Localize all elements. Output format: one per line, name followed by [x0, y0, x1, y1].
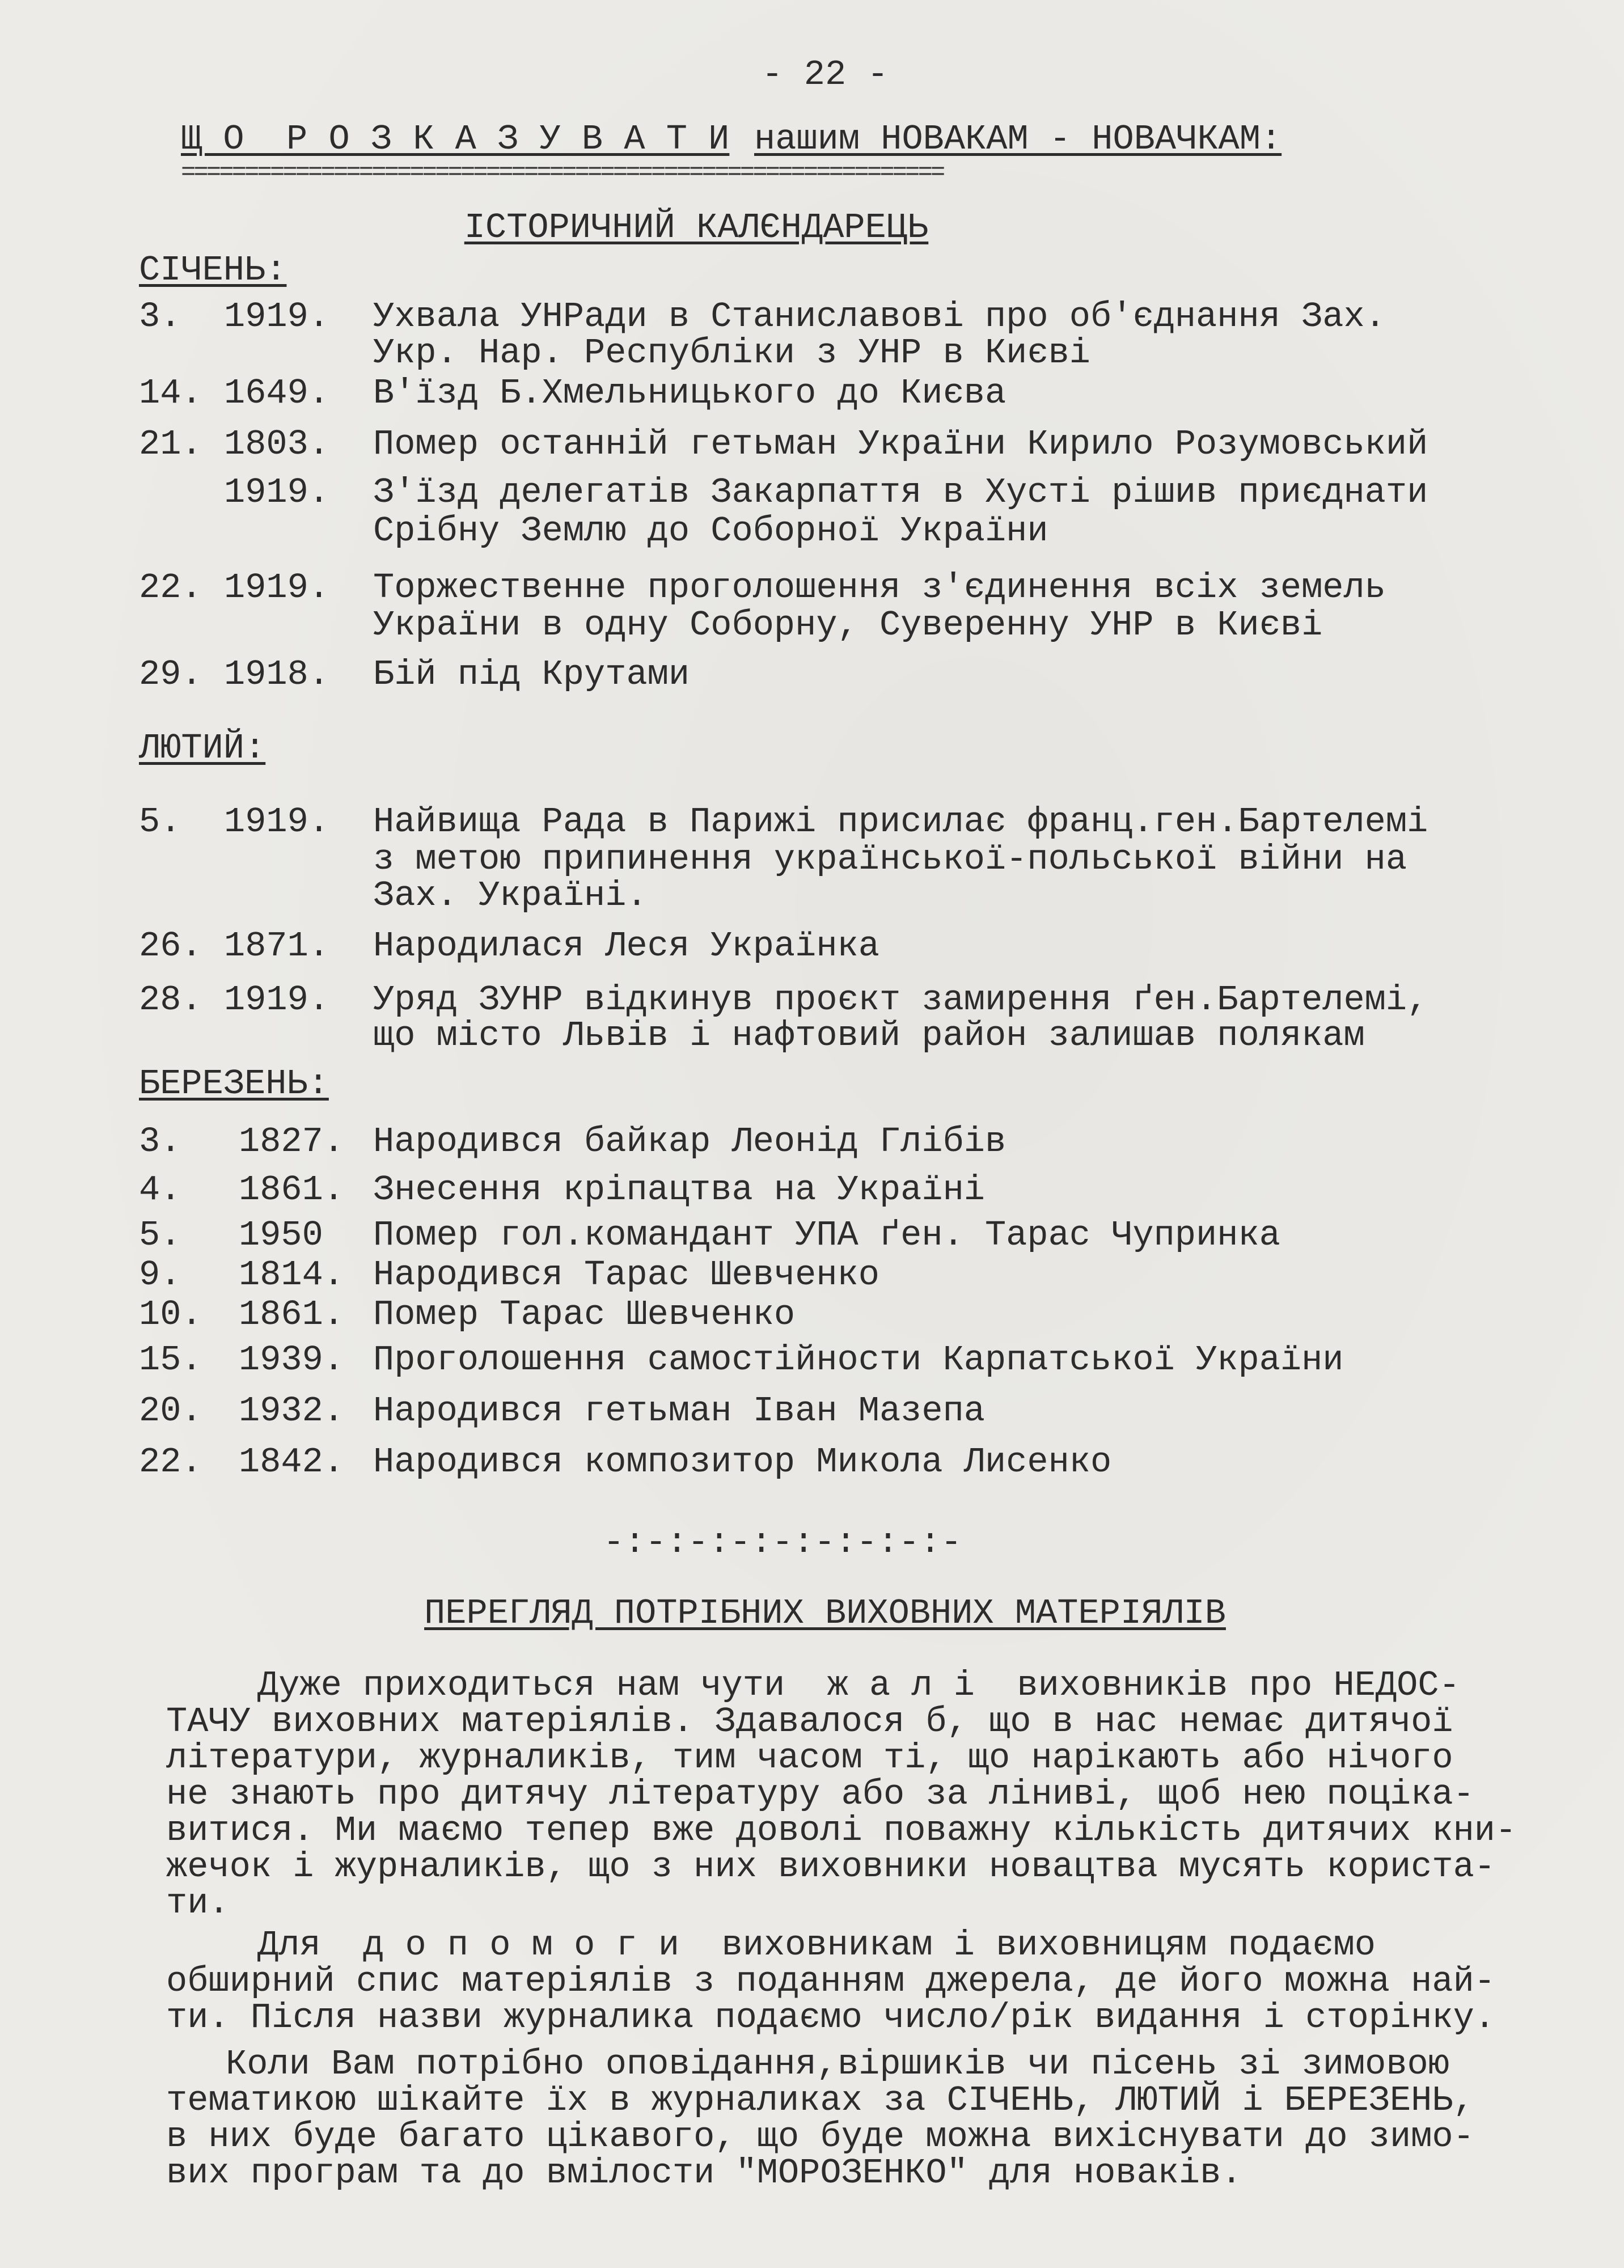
entry-year: 1842. [239, 1442, 345, 1482]
paragraph-line: в них буде багато цікавого, що буде можна вихіснувати до зимо- [166, 2117, 1474, 2157]
entry-text: Народився байкар Леонід Глібів [373, 1122, 1006, 1162]
entry-day: 22. [139, 1442, 202, 1482]
entry-text: Народився композитор Микола Лисенко [373, 1442, 1112, 1482]
title-spaced: Щ О Р О З К А З У В А Т И [181, 119, 730, 159]
entry-text: Помер Тарас Шевченко [373, 1294, 796, 1335]
entry-day: 15. [139, 1340, 202, 1380]
month-heading: СІЧЕНЬ: [139, 250, 287, 290]
materials-heading: ПЕРЕГЛЯД ПОТРІБНИХ ВИХОВНИХ МАТЕРІЯЛІВ [424, 1593, 1226, 1634]
entry-day: 3. [139, 1122, 181, 1162]
entry-day: 28. [139, 980, 202, 1020]
entry-text: Помер останній гетьман України Кирило Розумовський [373, 424, 1428, 464]
entry-year: 1861. [239, 1170, 345, 1210]
entry-year: 1919. [224, 980, 330, 1020]
entry-year: 1919. [224, 297, 330, 337]
month-heading: ЛЮТИЙ: [139, 728, 266, 768]
entry-text: Найвища Рада в Парижі присилає франц.ген.Бартелемі [373, 802, 1428, 842]
month-heading: БЕРЕЗЕНЬ: [139, 1064, 329, 1104]
title-double-rule: ============================================================ [181, 159, 944, 187]
paragraph-line: тематикою шікайте їх в журналиках за СІЧЕНЬ, ЛЮТИЙ і БЕРЕЗЕНЬ, [166, 2080, 1474, 2121]
entry-year: 1861. [239, 1294, 345, 1335]
entry-text: Проголошення самостійности Карпатської України [373, 1340, 1344, 1380]
entry-text: Народилася Леся Українка [373, 926, 879, 966]
entry-year: 1918. [224, 654, 330, 695]
entry-text: Ухвала УНРади в Станиславові про об'єднання Зах. [373, 297, 1386, 337]
entry-day: 14. [139, 373, 202, 413]
paragraph-line: ти. Після назви журналика подаємо число/рік видання і сторінку. [166, 1998, 1495, 2038]
entry-text: В'їзд Б.Хмельницького до Києва [373, 373, 1006, 413]
paragraph-line: не знають про дитячу літературу або за ліниві, щоб нею поціка- [166, 1774, 1474, 1814]
entry-text: Народився Тарас Шевченко [373, 1255, 879, 1295]
entry-year: 1919. [224, 472, 330, 513]
paragraph-line: Для д о п о м о г и виховникам і виховницям подаємо [257, 1925, 1376, 1965]
entry-day: 9. [139, 1255, 181, 1295]
paragraph-line: літератури, журналиків, тим часом ті, що нарікають або нічого [166, 1738, 1453, 1778]
title-rest: нашим НОВАКАМ - НОВАЧКАМ: [754, 119, 1282, 159]
entry-day: 5. [139, 1215, 181, 1255]
paragraph-line: Дуже приходиться нам чути ж а л і виховників про НЕДОС- [257, 1665, 1460, 1706]
entry-day: 20. [139, 1391, 202, 1431]
entry-day: 26. [139, 926, 202, 966]
entry-day: 5. [139, 802, 181, 842]
entry-day: 22. [139, 568, 202, 608]
entry-day: 29. [139, 654, 202, 695]
entry-text: Уряд ЗУНР відкинув проєкт замирення ґен.Бартелемі, [373, 980, 1428, 1020]
entry-day: 10. [139, 1294, 202, 1335]
entry-text: Торжественне проголошення з'єдинення всіх земель [373, 568, 1386, 608]
entry-year: 1950 [239, 1215, 323, 1255]
entry-text: України в одну Соборну, Суверенну УНР в Києві [373, 605, 1323, 645]
paragraph-line: жечок і журналиків, що з них виховники новацтва мусять користа- [166, 1847, 1495, 1887]
paragraph-line: вих програм та до вмілости "МОРОЗЕНКО" для новаків. [166, 2153, 1242, 2193]
entry-text: Укр. Нар. Республіки з УНР в Києві [373, 333, 1091, 373]
entry-text: Срібну Землю до Соборної України [373, 511, 1048, 551]
entry-day: 3. [139, 297, 181, 337]
entry-year: 1919. [224, 568, 330, 608]
calendar-heading: ІСТОРИЧНИЙ КАЛЄНДАРЕЦЬ [464, 208, 929, 248]
entry-year: 1827. [239, 1122, 345, 1162]
entry-text: Помер гол.командант УПА ґен. Тарас Чупринка [373, 1215, 1280, 1255]
entry-text: Бій під Крутами [373, 654, 690, 695]
entry-year: 1939. [239, 1340, 345, 1380]
section-divider: -:-:-:-:-:-:-:-:- [603, 1522, 962, 1563]
entry-text: Знесення кріпацтва на Україні [373, 1170, 985, 1210]
entry-text: Зах. Україні. [373, 875, 648, 916]
paragraph-line: Коли Вам потрібно оповідання,віршиків чи пісень зі зимовою [226, 2044, 1449, 2084]
entry-year: 1871. [224, 926, 330, 966]
paragraph-line: обширний спис матеріялів з поданням джерела, де його можна най- [166, 1961, 1495, 2002]
paragraph-line: витися. Ми маємо тепер вже доволі поважну кількість дитячих кни- [166, 1810, 1517, 1851]
entry-year: 1814. [239, 1255, 345, 1295]
paragraph-line: ТАЧУ виховних матеріялів. Здавалося б, що в нас немає дитячої [166, 1702, 1453, 1742]
entry-text: Народився гетьман Іван Мазепа [373, 1391, 985, 1431]
entry-day: 4. [139, 1170, 181, 1210]
entry-day: 21. [139, 424, 202, 464]
entry-year: 1803. [224, 424, 330, 464]
entry-text: з метою припинення української-польської війни на [373, 839, 1407, 879]
entry-text: З'їзд делегатів Закарпаття в Хусті рішив приєднати [373, 472, 1428, 513]
entry-text: що місто Львів і нафтовий район залишав полякам [373, 1015, 1365, 1056]
entry-year: 1919. [224, 802, 330, 842]
paragraph-line: ти. [166, 1883, 230, 1923]
entry-year: 1932. [239, 1391, 345, 1431]
entry-year: 1649. [224, 373, 330, 413]
page-number: - 22 - [762, 54, 889, 95]
